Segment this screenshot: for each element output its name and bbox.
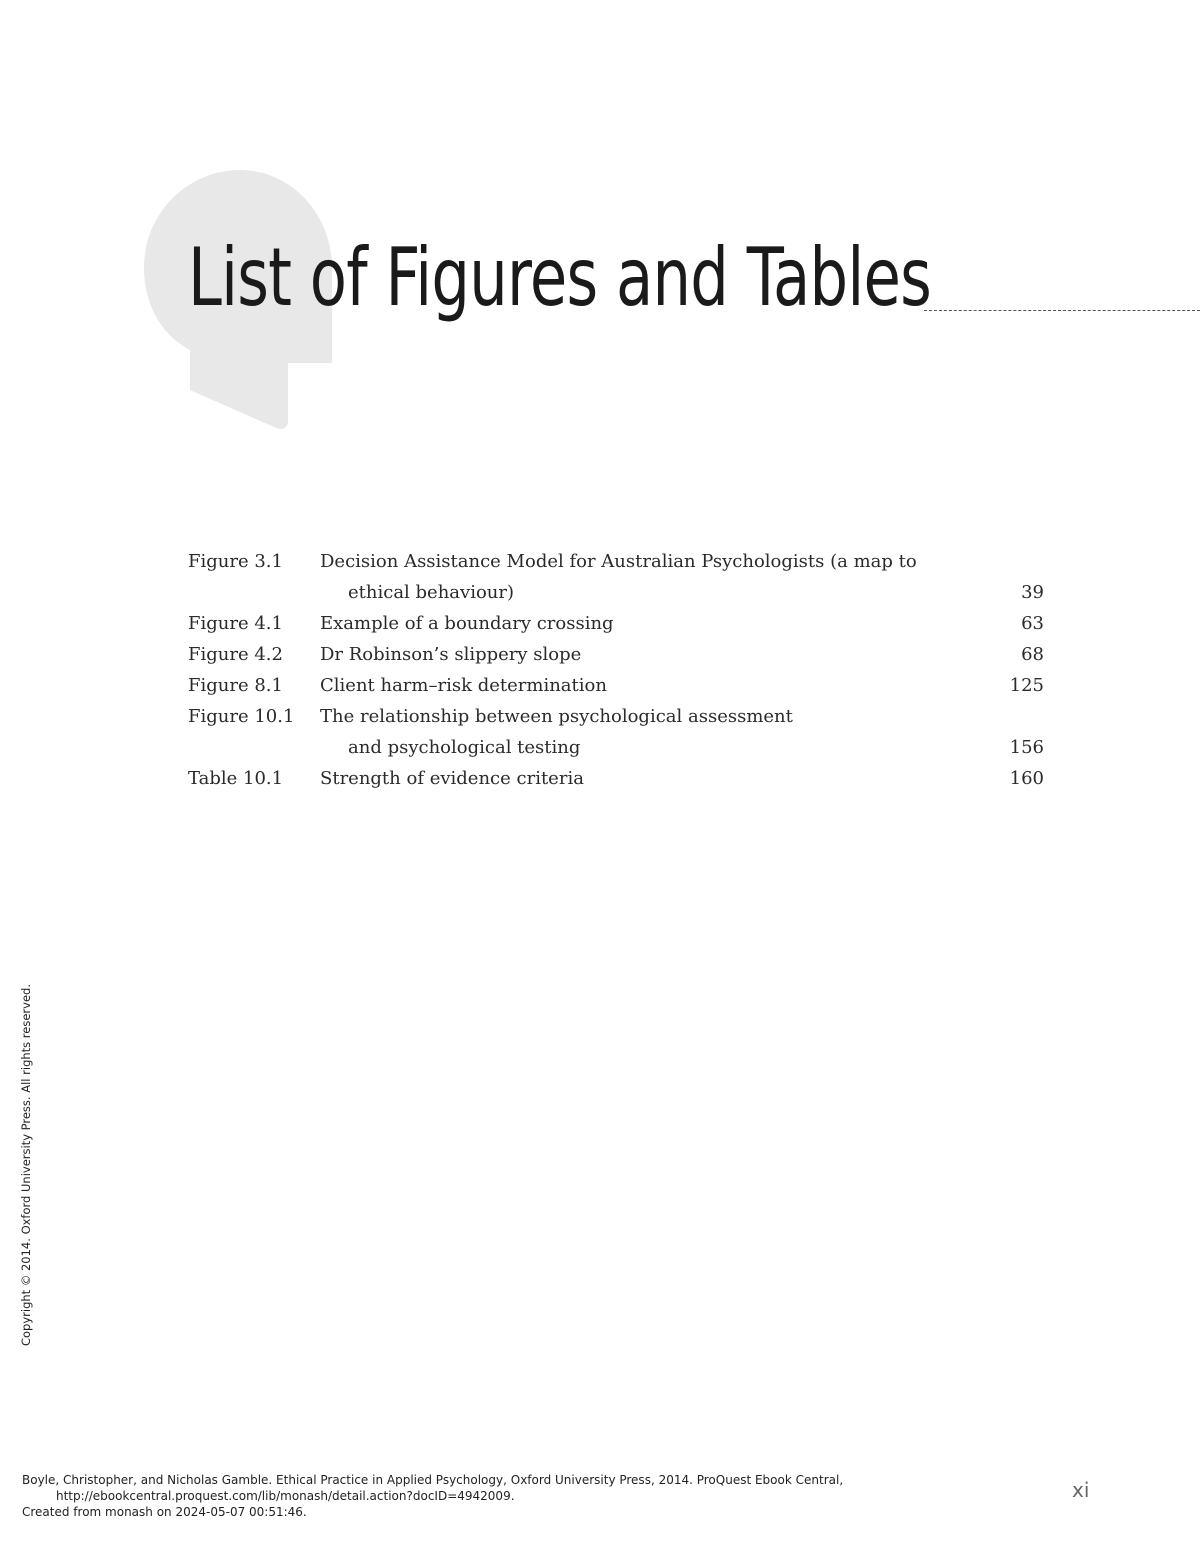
footer-created: Created from monash on 2024-05-07 00:51:46. [22, 1505, 307, 1519]
list-entry[interactable] [188, 639, 1044, 670]
entry-label: Figure 4.2 [188, 644, 283, 665]
entry-label: Table 10.1 [188, 768, 284, 789]
citation-footer [22, 1472, 982, 1520]
figures-tables-list [188, 546, 1044, 794]
entry-page-number: 156 [1009, 737, 1044, 758]
entry-label: Figure 10.1 [188, 706, 295, 727]
entry-page-number: 39 [1021, 582, 1044, 603]
entry-title: Example of a boundary crossing [320, 613, 614, 634]
entry-label: Figure 8.1 [188, 675, 283, 696]
copyright-notice: Copyright © 2014. Oxford University Press. All rights reserved. [19, 984, 33, 1347]
entry-title-continued: ethical behaviour) [348, 582, 515, 603]
page-number: xi [1072, 1478, 1090, 1502]
entry-page-number: 160 [1009, 768, 1044, 789]
entry-page-number: 63 [1021, 613, 1044, 634]
entry-title: Decision Assistance Model for Australian Psychologists (a map to [320, 551, 917, 572]
list-entry[interactable] [188, 546, 1044, 608]
list-entry[interactable] [188, 763, 1044, 794]
list-entry[interactable] [188, 608, 1044, 639]
list-entry[interactable] [188, 670, 1044, 701]
entry-page-number: 68 [1021, 644, 1044, 665]
entry-title: Strength of evidence criteria [320, 768, 584, 789]
page-title: List of Figures and Tables [188, 231, 932, 324]
entry-label: Figure 3.1 [188, 551, 283, 572]
list-entry[interactable] [188, 701, 1044, 763]
title-dashed-rule [924, 310, 1200, 311]
entry-title: Dr Robinson’s slippery slope [320, 644, 582, 665]
entry-title: The relationship between psychological assessment [320, 706, 793, 727]
entry-title-continued: and psychological testing [348, 737, 581, 758]
entry-label: Figure 4.1 [188, 613, 283, 634]
entry-page-number: 125 [1009, 675, 1044, 696]
footer-url[interactable]: http://ebookcentral.proquest.com/lib/monash/detail.action?docID=4942009. [56, 1489, 515, 1503]
entry-title: Client harm–risk determination [320, 675, 607, 696]
footer-citation: Boyle, Christopher, and Nicholas Gamble. Ethical Practice in Applied Psychology, Oxford University Press, 2014. ProQuest Ebook Central, [22, 1473, 844, 1487]
